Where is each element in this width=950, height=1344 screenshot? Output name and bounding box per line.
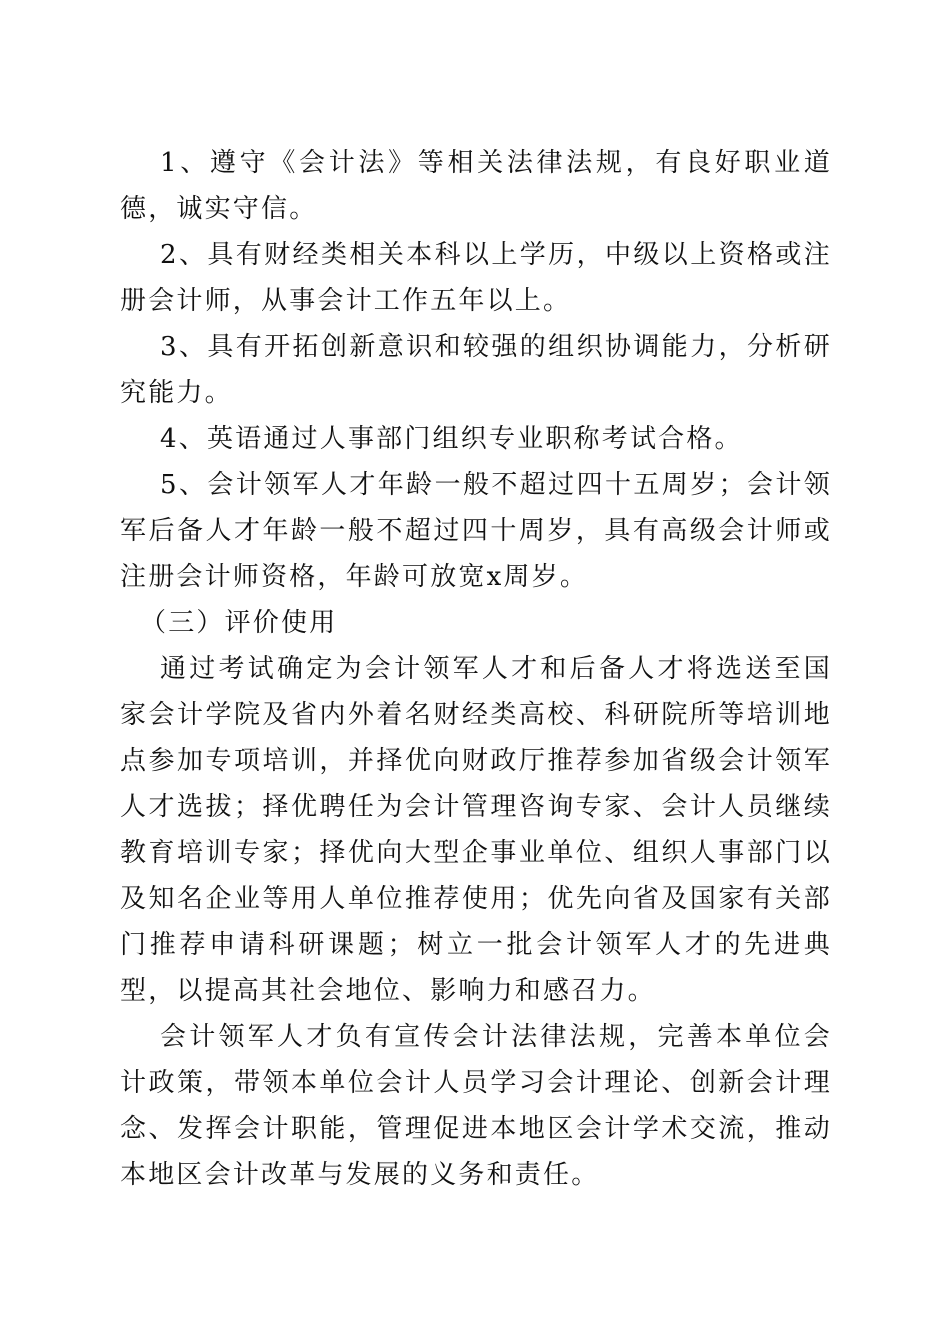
responsibility-paragraph: 会计领军人才负有宣传会计法律法规，完善本单位会计政策，带领本单位会计人员学习会计理论、创新会计理念、发挥会计职能，管理促进本地区会计学术交流，推动本地区会计改革与发展的义务和责任。 (120, 1022, 832, 1190)
evaluation-paragraph: 通过考试确定为会计领军人才和后备人才将选送至国家会计学院及省内外着名财经类高校、科研院所等培训地点参加专项培训，并择优向财政厅推荐参加省级会计领军人才选拔；择优聘任为会计管理咨询专家、会计人员继续教育培训专家；择优向大型企事业单位、组织人事部门以及知名企业等用人单位推荐使用；优先向省及国家有关部门推荐申请科研课题；树立一批会计领军人才的先进典型，以提高其社会地位、影响力和感召力。 (120, 654, 832, 1006)
requirement-item-5: 5、会计领军人才年龄一般不超过四十五周岁；会计领军后备人才年龄一般不超过四十周岁，具有高级会计师或注册会计师资格，年龄可放宽x周岁。 (120, 470, 832, 592)
section-heading: （三）评价使用 (140, 608, 338, 638)
requirement-item-2: 2、具有财经类相关本科以上学历，中级以上资格或注册会计师，从事会计工作五年以上。 (120, 240, 832, 316)
requirement-item-4: 4、英语通过人事部门组织专业职称考试合格。 (160, 424, 743, 454)
requirement-item-1: 1、遵守《会计法》等相关法律法规，有良好职业道德，诚实守信。 (120, 148, 832, 224)
document-body (120, 140, 832, 1198)
requirement-item-3: 3、具有开拓创新意识和较强的组织协调能力，分析研究能力。 (120, 332, 832, 408)
